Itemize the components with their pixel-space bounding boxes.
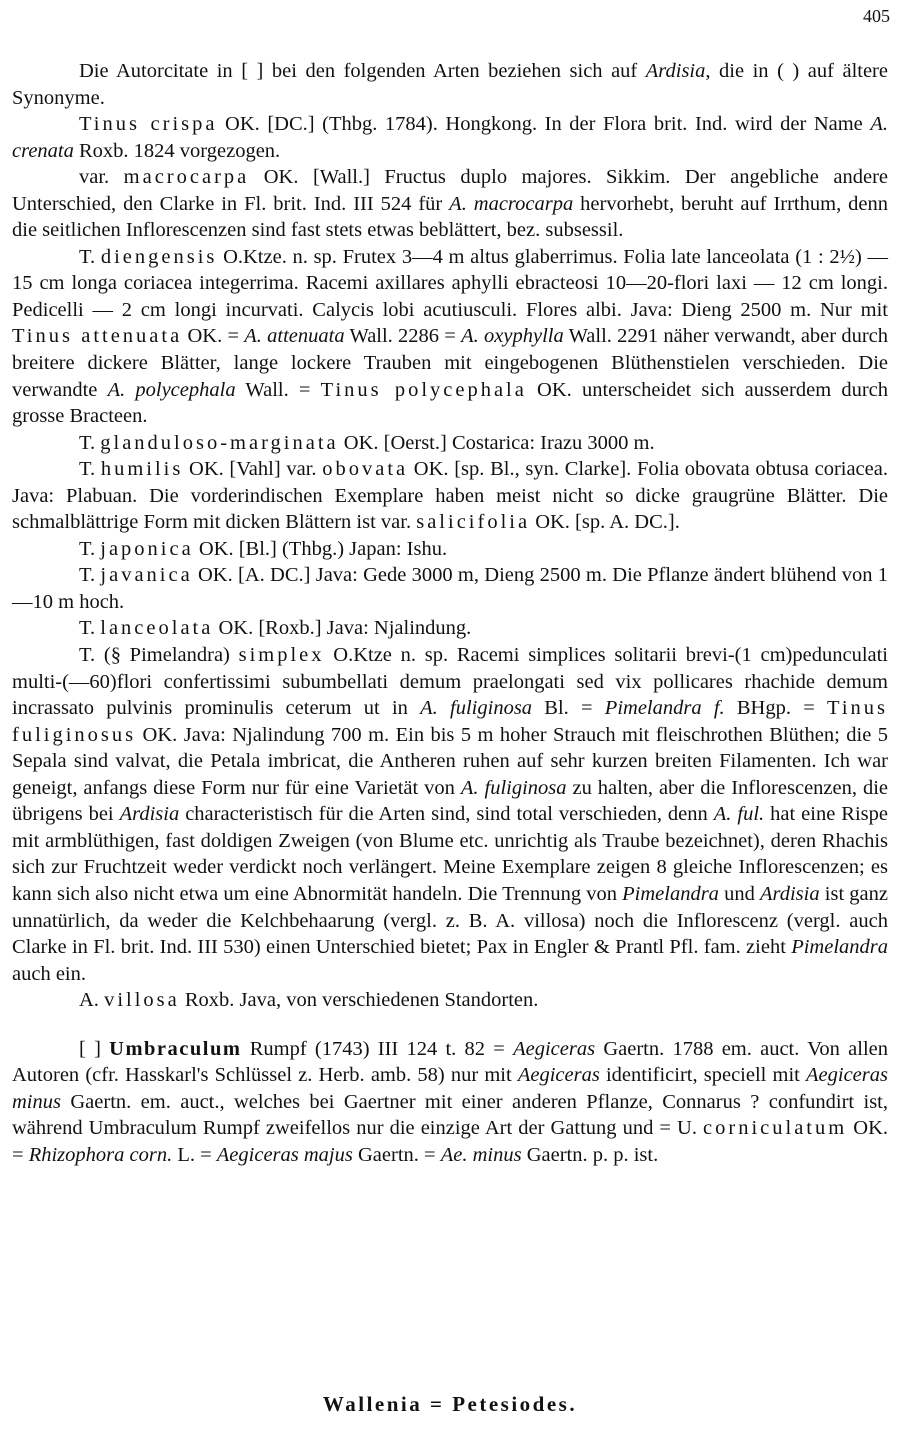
emphasized-run: Pimelandra f.: [604, 697, 725, 720]
text-run: [ ]: [79, 1037, 110, 1060]
emphasized-run: Pimelandra: [791, 936, 888, 959]
emphasized-run: A. fuliginosa: [420, 697, 533, 720]
text-run: T.: [79, 537, 101, 560]
paragraph: [12, 244, 888, 430]
emphasized-run: humilis: [100, 458, 184, 481]
emphasized-run: Tinus polycephala: [320, 378, 527, 401]
emphasized-run: A. fuliginosa: [460, 776, 567, 799]
text-run: und: [718, 882, 760, 905]
emphasized-run: salicifolia: [416, 511, 531, 534]
page-number: 405: [863, 6, 890, 26]
emphasized-run: Rhizophora corn.: [28, 1143, 173, 1166]
emphasized-run: Ardisia: [760, 882, 820, 905]
text-run: OK. =: [12, 1117, 889, 1166]
emphasized-run: A. attenuata: [244, 325, 345, 348]
emphasized-run: Tinus attenuata: [12, 325, 183, 348]
text-run: A.: [79, 989, 105, 1012]
text-run: Wall. 2291 näher verwandt, aber durch breitere dickere Blätter, lange lockere Trauben mit eingebogenen Blüthenstielen verschieden. Die verwandte: [12, 325, 889, 401]
emphasized-run: Aegiceras: [513, 1037, 596, 1060]
paragraph: [12, 111, 888, 164]
emphasized-run: A. crenata: [12, 113, 888, 162]
emphasized-run: A. polycephala: [107, 378, 236, 401]
text-run: OK. Java: Njalindung 700 m. Ein bis 5 m hoher Strauch mit fleischrothen Blüthen; die 5 Sepala sind valvat, die Petala imbricat, die Antheren ruhen auf sehr kurzen breiten Filamenten. Ich war geneigt, anfangs diese Form nur für eine Varietät von: [12, 723, 888, 799]
section-heading: Wallenia = Petesiodes.: [322, 1392, 578, 1416]
text-run: characteristisch für die Arten sind, sind total verschieden, denn: [179, 803, 714, 826]
text-run: var.: [79, 166, 124, 189]
paragraph: [12, 1036, 888, 1169]
text-run: BHgp. =: [724, 697, 828, 720]
text-run: Gaertn. 1788 em. auct. Von allen Autoren (cfr. Hasskarl's Schlüssel z. Herb. amb. 58) nur mit: [12, 1037, 888, 1087]
text-run: T.: [79, 431, 101, 454]
text-run: , die in ( ) auf ältere Synonyme.: [12, 60, 888, 109]
text-run: T.: [79, 458, 101, 481]
text-run: O.Ktze. n. sp. Frutex 3—4 m altus glaberrimus. Folia late lanceolata (1 : 2½) — 15 cm longa coriacea integerrima. Racemi axillares aphylli ebracteosi 10—20-flori laxi — 12 cm longi. Pedicelli — 2 cm longi incurvati. Calycis lobi acutiusculi. Flores albi. Java: Dieng 2500 m. Nur mit: [12, 245, 888, 321]
emphasized-run: Ae. minus: [440, 1143, 522, 1166]
text-run: ist ganz unnatürlich, da weder die Kelchbehaarung (vergl. z. B. A. villosa) noch die Inflorescenz (vergl. auch Clarke in Fl. brit. Ind. III 530) einen Unterschied bietet; Pax in Engler & Prantl Pfl. fam. zieht: [12, 882, 888, 959]
text-run: T.: [79, 245, 101, 268]
emphasized-run: obovata: [322, 458, 409, 481]
text-run: OK. unterscheidet sich ausserdem durch grosse Bracteen.: [12, 378, 889, 428]
text-run: hervorhebt, beruht auf Irrthum, denn die seitlichen Inflorescenzen sind fast stets etwas beblättert, bez. subsessil.: [12, 192, 888, 242]
text-run: T.: [79, 564, 101, 587]
text-run: Die Autorcitate in [ ] bei den folgenden Arten beziehen sich auf: [79, 60, 646, 82]
text-run: OK. [Vahl] var.: [183, 458, 323, 481]
emphasized-run: Tinus fuliginosus: [12, 697, 888, 746]
text-run: OK. =: [182, 325, 245, 348]
text-run: O.Ktze n. sp. Racemi simplices solitarii brevi-(1 cm)pedunculati multi-(—60)flori confertissimi subumbellati demum praelongati sed vix pollicares rhachide demum incrassato pulvinis prominulis ceterum ut in: [12, 644, 889, 720]
emphasized-run: A. ful.: [713, 803, 765, 826]
text-run: auch ein.: [12, 962, 86, 985]
paragraph: [12, 536, 888, 563]
paragraph: [12, 615, 888, 642]
text-run: Roxb. 1824 vorgezogen.: [73, 139, 281, 162]
text-run: hat eine Rispe mit armblüthigen, fast doldigen Zweigen (von Blume etc. unrichtig als Traube bezeichnet), deren Rhachis sich zur Fruchtzeit weder verdickt noch verlängert. Meine Exemplare zeigen 8 gleiche Inflorescenzen; es kann sich also nicht etwa um eine Abnormität handeln. Die Trennung von: [12, 803, 888, 905]
emphasized-run: Aegiceras majus: [216, 1143, 353, 1166]
emphasized-run: Pimelandra: [622, 882, 719, 905]
emphasized-run: japonica: [100, 537, 194, 560]
text-run: Gaertn. =: [352, 1143, 441, 1166]
text-run: OK. [DC.] (Thbg. 1784). Hongkong. In der Flora brit. Ind. wird der Name: [217, 113, 871, 136]
emphasized-run: villosa: [104, 989, 180, 1012]
main-text: [12, 58, 888, 1168]
paragraph: [12, 642, 888, 987]
text-run: OK. [Wall.] Fructus duplo majores. Sikkim. Der angebliche andere Unterschied, den Clarke in Fl. brit. Ind. III 524 für: [12, 166, 888, 215]
text-run: T. (§ Pimelandra): [79, 644, 239, 667]
emphasized-run: simplex: [238, 644, 325, 667]
text-run: OK. [Bl.] (Thbg.) Japan: Ishu.: [193, 537, 448, 560]
emphasized-run: Umbraculum: [109, 1037, 242, 1060]
text-run: T.: [79, 617, 101, 640]
text-run: Wall. 2286 =: [344, 325, 462, 348]
text-run: Bl. =: [532, 697, 605, 720]
text-run: L. =: [172, 1143, 217, 1166]
emphasized-run: Aegiceras minus: [12, 1064, 888, 1113]
text-run: OK. [Oerst.] Costarica: Irazu 3000 m.: [338, 431, 655, 454]
text-run: OK. [Roxb.] Java: Njalindung.: [213, 617, 472, 640]
text-run: OK. [sp. Bl., syn. Clarke]. Folia obovata obtusa coriacea. Java: Plabuan. Die vorderindischen Exemplare haben meist nicht so dicke graugrüne Blätter. Die schmalblättrige Form mit dicken Blättern ist var.: [12, 458, 888, 534]
emphasized-run: A. macrocarpa: [449, 192, 574, 215]
emphasized-run: Tinus crispa: [79, 113, 218, 136]
text-run: Rumpf (1743) III 124 t. 82 =: [241, 1037, 514, 1060]
paragraph: [12, 987, 888, 1014]
paragraph: [12, 562, 888, 615]
text-run: identificirt, speciell mit: [599, 1064, 807, 1087]
emphasized-run: Ardisia: [645, 60, 706, 82]
emphasized-run: A. oxyphylla: [461, 325, 564, 348]
text-run: OK. [A. DC.] Java: Gede 3000 m, Dieng 2500 m. Die Pflanze ändert blühend von 1—10 m hoch.: [12, 564, 888, 613]
emphasized-run: macrocarpa: [123, 166, 250, 189]
paragraph: [12, 430, 888, 457]
text-run: Roxb. Java, von verschiedenen Standorten.: [179, 989, 539, 1012]
emphasized-run: Ardisia: [119, 803, 180, 826]
emphasized-run: Aegiceras: [517, 1064, 600, 1087]
paragraph: [12, 164, 888, 244]
emphasized-run: diengensis: [100, 245, 218, 268]
text-run: OK. [sp. A. DC.].: [530, 511, 680, 534]
paragraph: [12, 456, 888, 536]
paragraph: [12, 58, 888, 111]
emphasized-run: javanica: [100, 564, 193, 587]
emphasized-run: glanduloso-marginata: [100, 431, 339, 454]
text-run: Gaertn. em. auct., welches bei Gaertner mit einer anderen Pflanze, Connarus ? confundirt ist, während Umbraculum Rumpf zweifellos nur die einzige Art der Gattung und = U.: [12, 1090, 888, 1140]
text-run: Wall. =: [235, 378, 321, 401]
text-run: zu halten, aber die Inflorescenzen, die übrigens bei: [12, 776, 888, 826]
emphasized-run: lanceolata: [100, 617, 214, 640]
text-run: Gaertn. p. p. ist.: [521, 1143, 659, 1166]
emphasized-run: corniculatum: [703, 1117, 848, 1140]
